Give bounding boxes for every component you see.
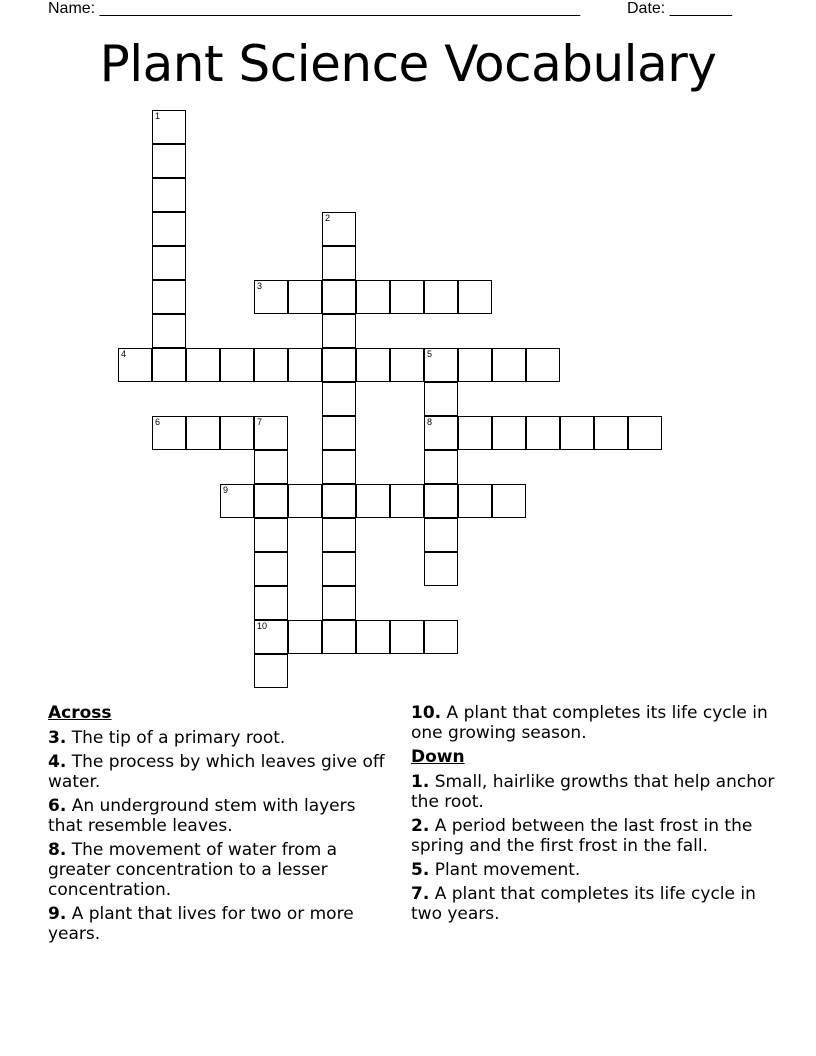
crossword-cell[interactable]: [152, 178, 186, 212]
clue-down-2: [411, 816, 776, 856]
crossword-cell[interactable]: [220, 416, 254, 450]
crossword-cell[interactable]: [322, 382, 356, 416]
clue-number: 5.: [411, 860, 430, 880]
crossword-cell[interactable]: [390, 484, 424, 518]
clue-text: Small, hairlike growths that help anchor the root.: [411, 772, 775, 812]
crossword-cell[interactable]: [152, 348, 186, 382]
crossword-cell[interactable]: [254, 586, 288, 620]
clue-text: An underground stem with layers that resemble leaves.: [48, 796, 356, 836]
crossword-cell[interactable]: [526, 348, 560, 382]
crossword-cell[interactable]: [220, 484, 254, 518]
crossword-cell[interactable]: [186, 348, 220, 382]
clue-text: A plant that completes its life cycle in one growing season.: [411, 703, 768, 743]
clues-right-column: [411, 703, 776, 928]
crossword-cell[interactable]: [424, 552, 458, 586]
crossword-cell[interactable]: [458, 348, 492, 382]
crossword-cell[interactable]: [424, 382, 458, 416]
clue-number: 7.: [411, 884, 430, 904]
crossword-cell[interactable]: [560, 416, 594, 450]
crossword-cell[interactable]: [424, 518, 458, 552]
clue-across-8: [48, 840, 393, 900]
clue-down-5: [411, 860, 776, 880]
crossword-cell[interactable]: [254, 348, 288, 382]
crossword-cell[interactable]: [152, 280, 186, 314]
crossword-cell[interactable]: [254, 280, 288, 314]
crossword-cell[interactable]: [424, 348, 458, 382]
cell-number: 9: [223, 485, 229, 495]
clue-number: 8.: [48, 840, 67, 860]
date-field: Date: _______: [627, 0, 732, 17]
crossword-cell[interactable]: [152, 110, 186, 144]
clue-text: A period between the last frost in the spring and the first frost in the fall.: [411, 816, 753, 856]
crossword-cell[interactable]: [152, 416, 186, 450]
across-heading: Across: [48, 703, 112, 723]
cell-number: 3: [257, 281, 263, 291]
clues-left-column: [48, 703, 393, 948]
crossword-cell[interactable]: [322, 246, 356, 280]
crossword-cell[interactable]: [288, 620, 322, 654]
crossword-cell[interactable]: [152, 246, 186, 280]
crossword-cell[interactable]: [424, 620, 458, 654]
clue-text: Plant movement.: [434, 860, 581, 880]
crossword-cell[interactable]: [152, 144, 186, 178]
crossword-cell[interactable]: [628, 416, 662, 450]
crossword-cell[interactable]: [492, 416, 526, 450]
crossword-cell[interactable]: [424, 484, 458, 518]
crossword-cell[interactable]: [356, 620, 390, 654]
crossword-cell[interactable]: [526, 416, 560, 450]
clue-text: The process by which leaves give off water.: [48, 752, 385, 792]
cell-number: 1: [155, 111, 161, 121]
crossword-cell[interactable]: [322, 586, 356, 620]
crossword-cell[interactable]: [118, 348, 152, 382]
crossword-cell[interactable]: [356, 484, 390, 518]
down-heading: Down: [411, 747, 465, 767]
crossword-cell[interactable]: [492, 348, 526, 382]
clue-down-7: [411, 884, 776, 924]
crossword-cell[interactable]: [322, 518, 356, 552]
crossword-cell[interactable]: [220, 348, 254, 382]
cell-number: 5: [427, 349, 433, 359]
crossword-cell[interactable]: [322, 552, 356, 586]
crossword-cell[interactable]: [424, 450, 458, 484]
clue-down-1: [411, 772, 776, 812]
clue-number: 10.: [411, 703, 442, 723]
crossword-cell[interactable]: [254, 450, 288, 484]
crossword-cell[interactable]: [322, 314, 356, 348]
crossword-cell[interactable]: [390, 280, 424, 314]
clue-text: The tip of a primary root.: [71, 728, 286, 748]
crossword-cell[interactable]: [322, 280, 356, 314]
crossword-cell[interactable]: [288, 348, 322, 382]
crossword-cell[interactable]: [254, 416, 288, 450]
crossword-cell[interactable]: [322, 484, 356, 518]
cell-number: 8: [427, 417, 433, 427]
clue-across-9: [48, 904, 393, 944]
crossword-cell[interactable]: [322, 620, 356, 654]
crossword-cell[interactable]: [288, 484, 322, 518]
clue-text: A plant that completes its life cycle in two years.: [411, 884, 756, 924]
crossword-cell[interactable]: [254, 518, 288, 552]
clue-across-6: [48, 796, 393, 836]
crossword-cell[interactable]: [254, 620, 288, 654]
clue-number: 1.: [411, 772, 430, 792]
clue-across-3: [48, 728, 393, 748]
crossword-cell[interactable]: [424, 416, 458, 450]
crossword-cell[interactable]: [254, 552, 288, 586]
cell-number: 2: [325, 213, 331, 223]
crossword-cell[interactable]: [322, 348, 356, 382]
crossword-cell[interactable]: [390, 348, 424, 382]
clue-number: 4.: [48, 752, 67, 772]
crossword-cell[interactable]: [458, 416, 492, 450]
crossword-cell[interactable]: [356, 280, 390, 314]
clue-across-10: [411, 703, 776, 743]
crossword-cell[interactable]: [322, 212, 356, 246]
clue-number: 2.: [411, 816, 430, 836]
crossword-cell[interactable]: [152, 314, 186, 348]
crossword-cell[interactable]: [458, 280, 492, 314]
page-title: Plant Science Vocabulary: [99, 35, 717, 93]
clue-number: 3.: [48, 728, 67, 748]
clue-text: A plant that lives for two or more years.: [48, 904, 354, 944]
crossword-cell[interactable]: [424, 280, 458, 314]
crossword-cell[interactable]: [390, 620, 424, 654]
cell-number: 10: [257, 621, 268, 631]
crossword-cell[interactable]: [186, 416, 220, 450]
crossword-cell[interactable]: [458, 484, 492, 518]
crossword-cell[interactable]: [594, 416, 628, 450]
crossword-cell[interactable]: [322, 450, 356, 484]
crossword-cell[interactable]: [492, 484, 526, 518]
crossword-cell[interactable]: [152, 212, 186, 246]
clue-number: 6.: [48, 796, 67, 816]
crossword-cell[interactable]: [254, 654, 288, 688]
clue-number: 9.: [48, 904, 67, 924]
cell-number: 6: [155, 417, 161, 427]
clue-across-4: [48, 752, 393, 792]
crossword-cell[interactable]: [356, 348, 390, 382]
crossword-cell[interactable]: [322, 416, 356, 450]
name-field: Name: ______________________________________________________: [48, 0, 581, 17]
crossword-cell[interactable]: [288, 280, 322, 314]
clue-text: The movement of water from a greater concentration to a lesser concentration.: [48, 840, 338, 900]
cell-number: 4: [121, 349, 127, 359]
cell-number: 7: [257, 417, 263, 427]
crossword-cell[interactable]: [254, 484, 288, 518]
